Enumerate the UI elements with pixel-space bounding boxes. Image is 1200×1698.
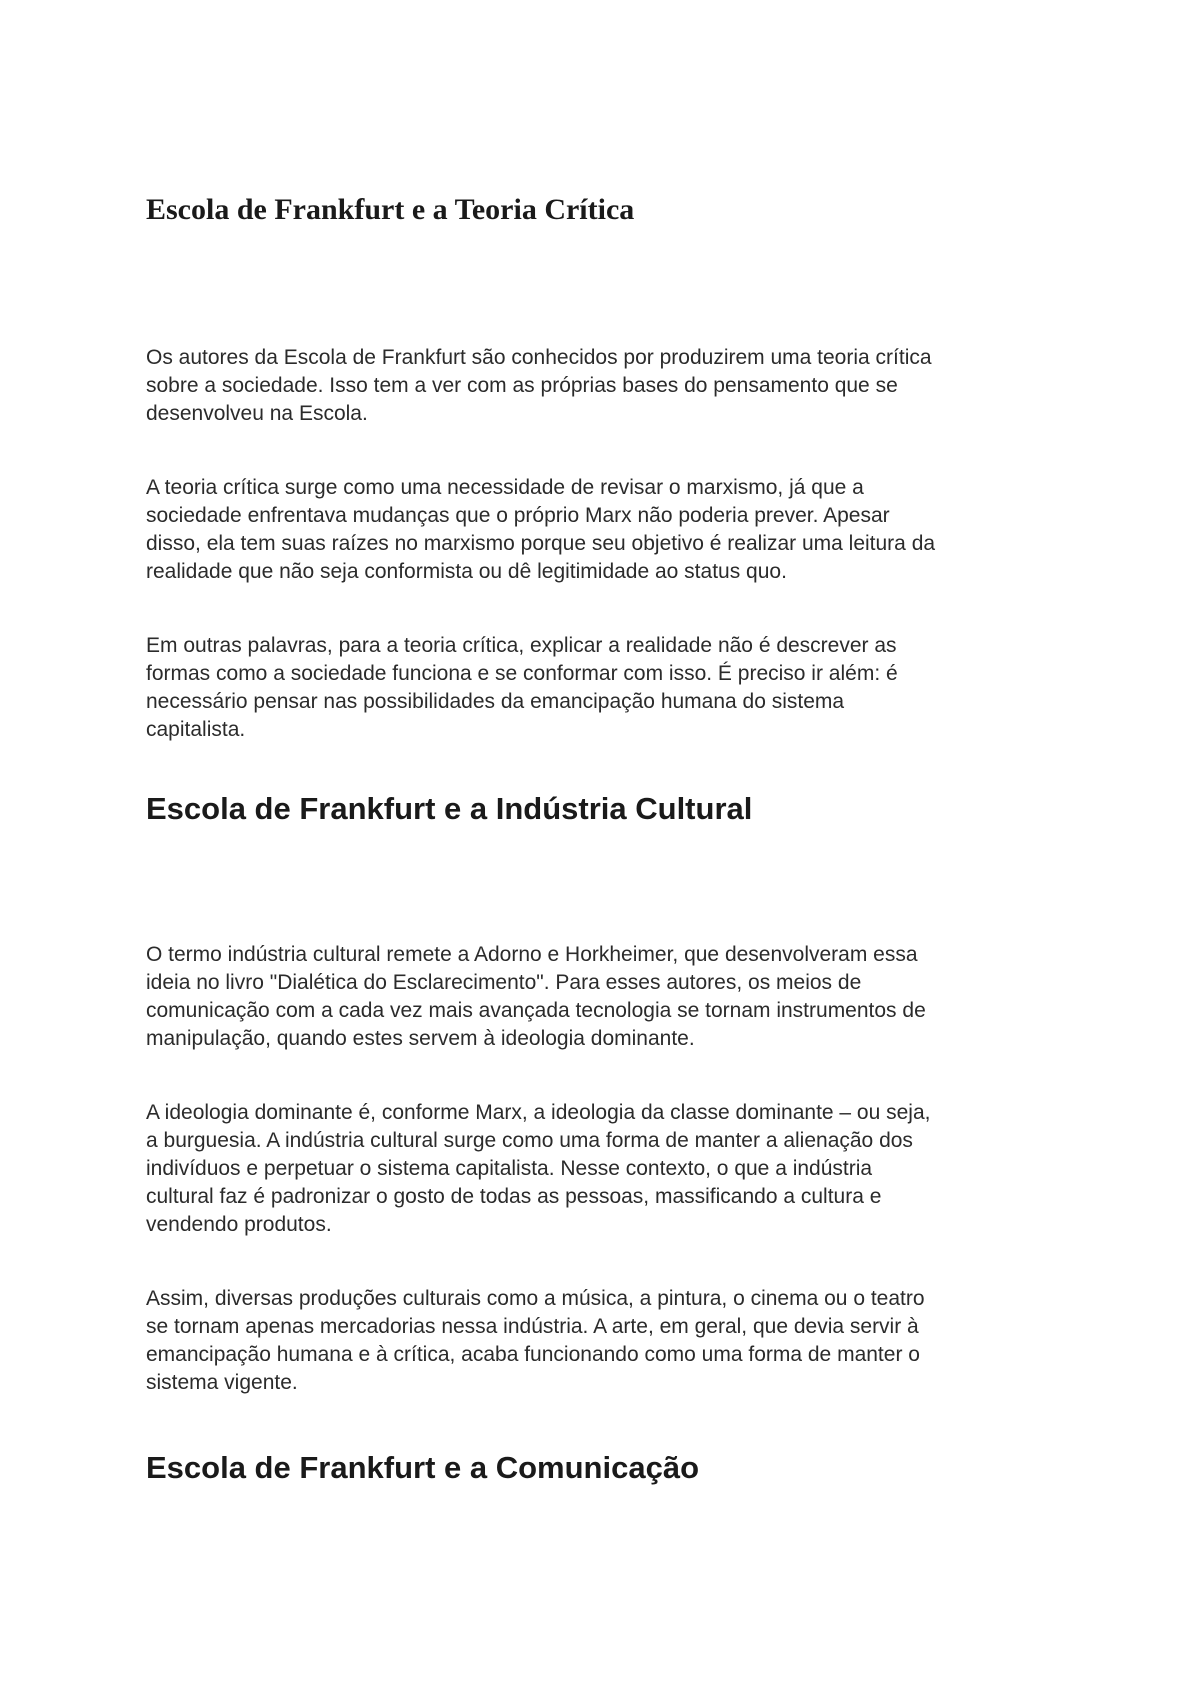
text-line: cultural faz é padronizar o gosto de todas as pessoas, massificando a cultura e (146, 1185, 882, 1208)
text-line: A ideologia dominante é, conforme Marx, a ideologia da classe dominante – ou seja, (146, 1101, 931, 1124)
text-line: Os autores da Escola de Frankfurt são conhecidos por produzirem uma teoria crítica (146, 346, 932, 369)
paragraph (146, 1099, 1066, 1239)
text-line: A teoria crítica surge como uma necessidade de revisar o marxismo, já que a (146, 476, 864, 499)
text-line: manipulação, quando estes servem à ideologia dominante. (146, 1027, 695, 1050)
paragraph (146, 474, 1066, 586)
text-line: sobre a sociedade. Isso tem a ver com as próprias bases do pensamento que se (146, 374, 898, 397)
text-line: vendendo produtos. (146, 1213, 332, 1236)
paragraph (146, 1285, 1066, 1397)
text-line: Assim, diversas produções culturais como a música, a pintura, o cinema ou o teatro (146, 1287, 925, 1310)
text-line: realidade que não seja conformista ou dê legitimidade ao status quo. (146, 560, 787, 583)
paragraph (146, 941, 1066, 1053)
text-line: desenvolveu na Escola. (146, 402, 368, 425)
text-line: formas como a sociedade funciona e se conformar com isso. É preciso ir além: é (146, 662, 898, 685)
text-line: emancipação humana e à crítica, acaba funcionando como uma forma de manter o (146, 1343, 920, 1366)
text-line: Em outras palavras, para a teoria crítica, explicar a realidade não é descrever as (146, 634, 897, 657)
text-line: sociedade enfrentava mudanças que o próprio Marx não poderia prever. Apesar (146, 504, 890, 527)
section-heading-industria-cultural: Escola de Frankfurt e a Indústria Cultural (146, 791, 753, 826)
text-line: sistema vigente. (146, 1371, 298, 1394)
text-line: indivíduos e perpetuar o sistema capitalista. Nesse contexto, o que a indústria (146, 1157, 873, 1180)
text-line: se tornam apenas mercadorias nessa indústria. A arte, em geral, que devia servir à (146, 1315, 919, 1338)
paragraph (146, 344, 1066, 428)
text-line: a burguesia. A indústria cultural surge como uma forma de manter a alienação dos (146, 1129, 913, 1152)
section-heading-teoria-critica: Escola de Frankfurt e a Teoria Crítica (146, 193, 635, 226)
text-line: O termo indústria cultural remete a Adorno e Horkheimer, que desenvolveram essa (146, 943, 918, 966)
text-line: necessário pensar nas possibilidades da emancipação humana do sistema (146, 690, 845, 713)
text-line: disso, ela tem suas raízes no marxismo porque seu objetivo é realizar uma leitura da (146, 532, 936, 555)
section-heading-comunicacao: Escola de Frankfurt e a Comunicação (146, 1450, 700, 1485)
paragraph (146, 632, 1066, 744)
text-line: capitalista. (146, 718, 246, 741)
text-line: ideia no livro "Dialética do Esclarecimento". Para esses autores, os meios de (146, 971, 862, 994)
text-line: comunicação com a cada vez mais avançada tecnologia se tornam instrumentos de (146, 999, 926, 1022)
